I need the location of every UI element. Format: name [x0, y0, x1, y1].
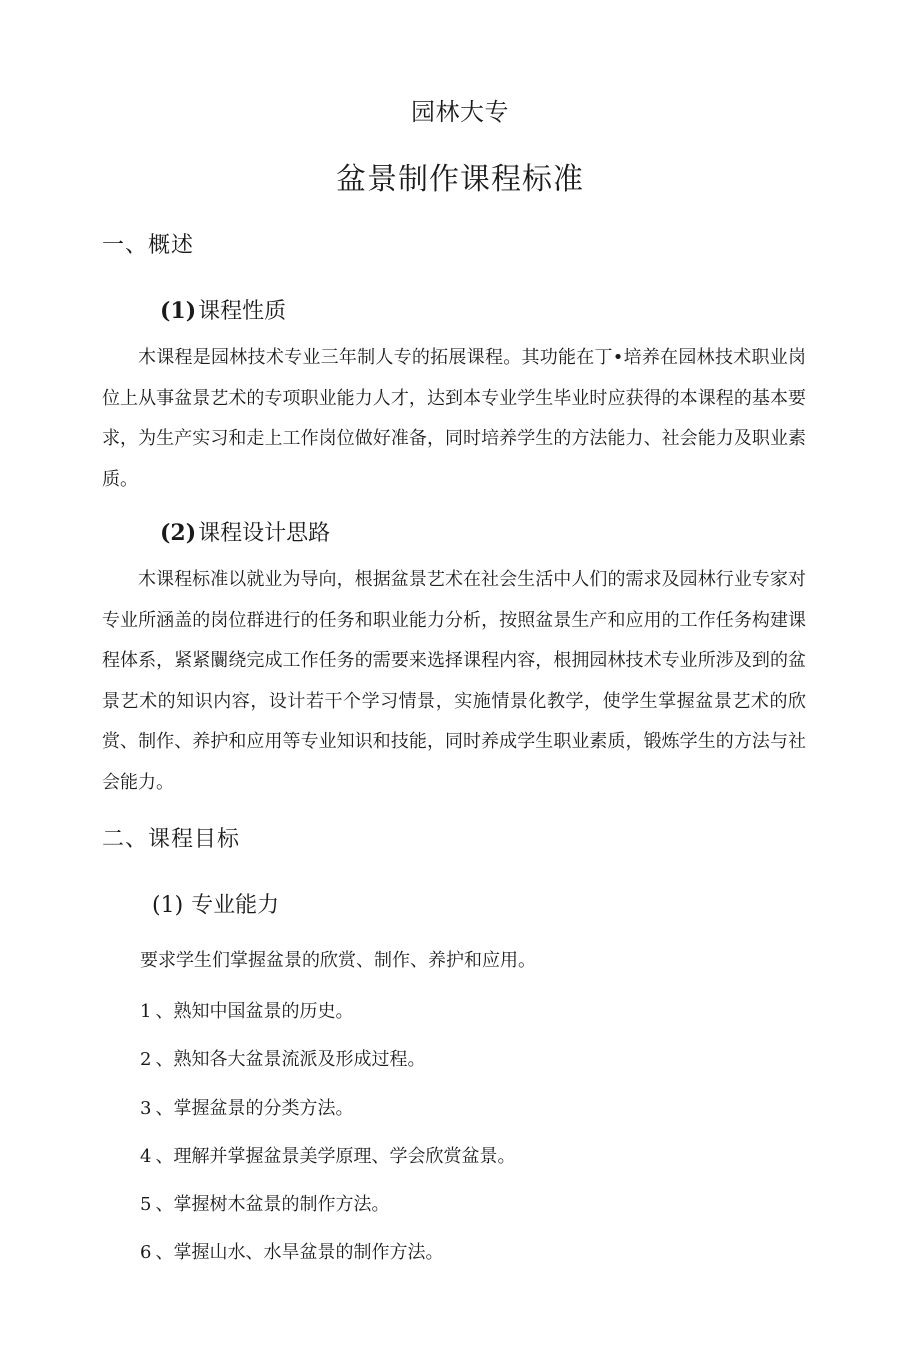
paragraph-design-approach: 木课程标准以就业为导向，根据盆景艺术在社会生活中人们的需求及园林行业专家对专业所涵盖的岗位群进行的任务和职业能力分析，按照盆景生产和应用的工作任务构建课程体系，紧紧闤绕完成工作任务的需要来选择课程内容，根拥园林技术专业所涉及到的盆景艺术的知识内容，设计若干个学习情景，实施情景化教学，使学生掌握盆景艺术的欣赏、制作、养护和应用等专业知识和技能，同时养成学生职业素质，锻炼学生的方法与社会能力。 — [102, 569, 806, 793]
paragraph-course-nature: 木课程是园林技术专业三年制人专的拓展课程。其功能在丁•培养在园林技术职业岗位上从事盆景艺术的专项职业能力人才，达到本专业学生毕业时应获得的本课程的基本要求，为生产实习和走上工作岗位做好准备，同时培养学生的方法能力、社会能力及职业素质。 — [102, 347, 806, 490]
list-item-text: 、熟知中国盆景的历史。 — [155, 1001, 354, 1022]
list-item-number: 6 — [140, 1242, 152, 1263]
list-item — [140, 1238, 443, 1264]
list-item-text: 、掌握盆景的分类方法。 — [155, 1098, 354, 1119]
section-heading-objectives: 二、课程目标 — [102, 827, 241, 852]
list-item — [140, 1094, 353, 1120]
list-item-number: 3 — [140, 1098, 152, 1119]
subheading-number: (2) — [160, 520, 197, 546]
subheading-number: (1) — [160, 298, 197, 324]
list-item-text: 、理解并掌握盆景美学原理、学会欣赏盆景。 — [155, 1146, 516, 1167]
list-item-number: 4 — [140, 1146, 152, 1167]
document-header: 园林大专 — [411, 98, 509, 126]
list-item-number: 5 — [140, 1194, 152, 1215]
subheading-course-nature — [160, 294, 286, 325]
subheading-label: 课程性质 — [198, 299, 287, 324]
subheading-label: 课程设计思路 — [198, 521, 331, 546]
list-item — [140, 997, 353, 1023]
list-item-text: 、掌握山水、水旱盆景的制作方法。 — [155, 1242, 444, 1263]
subheading-professional-ability — [152, 888, 279, 919]
subheading-number: (1) — [152, 893, 184, 918]
list-item-text: 、熟知各大盆景流派及形成过程。 — [155, 1049, 426, 1070]
list-item-number: 2 — [140, 1049, 152, 1070]
list-item-number: 1 — [140, 1001, 152, 1022]
list-item — [140, 1142, 515, 1168]
list-item — [140, 1045, 425, 1071]
subheading-design-approach — [160, 516, 330, 547]
list-item-text: 、掌握树木盆景的制作方法。 — [155, 1194, 390, 1215]
list-item — [140, 1190, 389, 1216]
objectives-intro: 要求学生们掌握盆景的欣赏、制作、养护和应用。 — [140, 950, 536, 971]
subheading-label: 专业能力 — [191, 893, 280, 918]
section-heading-overview: 一、概述 — [102, 233, 195, 258]
document-title: 盆景制作课程标准 — [336, 162, 584, 197]
